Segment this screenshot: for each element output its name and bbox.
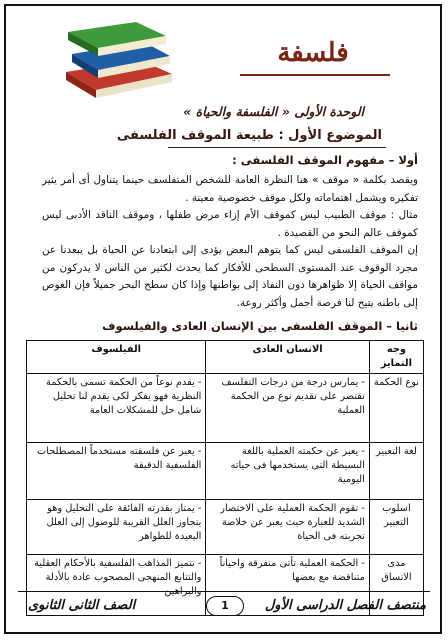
table-row [27,443,424,500]
footer-grade: الصف الثانى الثانوى [28,598,136,613]
table-row [27,374,424,443]
table-header-row [27,341,424,374]
cell-philosopher: - يقدم نوعاً من الحكمة تسمى بالحكمة النظرية فهو يفكر لكى يقدم لنا تحليل شامل حل للمشكلات العامة [27,374,206,443]
books-illustration [58,12,178,100]
cell-philosopher: - يعبر عن فلسفته مستخدماً المصطلحات الفلسفية الدقيقة [27,443,206,500]
section1-body [42,172,418,312]
section1-heading: أولا – مفهوم الموقف الفلسفى : [232,153,418,167]
paragraph-example: مثال : موقف الطبيب ليس كموقف الأم إزاء مرض طفلها ، وموقف الناقد الأدبى ليس كموقف عالم النحو من القصيدة . [42,209,418,239]
cell-criterion: لغة التعبير [369,443,423,500]
footer-divider [18,591,430,592]
cell-philosopher: - يمتاز بقدرته الفائقة على التحليل وهو يتجاوز العلل القريبة للوصول إلى العلل البعيدة للظواهر [27,500,206,555]
cell-philosopher: - تتميز المذاهب الفلسفية بالأحكام العقلية والتتابع المنهجى المصحوب عادة بالأدلة [27,555,206,616]
cell-criterion: مدى الاتساق [369,555,423,616]
topic-underline [168,147,386,148]
cell-ordinary: - يمارس درجة من درجات التفلسف تقتصر على تقديم نوع من الحكمة العملية [206,374,369,443]
cell-ordinary: - تقوم الحكمة العملية على الاختصار الشديد للعبارة حيث يعبر عن خلاصة تجربته فى الحياة [206,500,369,555]
page-title: فلسفة [277,38,349,68]
topic-heading: الموضوع الأول : طبيعة الموقف الفلسفى [116,128,382,143]
comparison-table [26,340,424,616]
footer-term: منتصف الفصل الدراسى الأول [264,598,426,613]
paragraph-explanation: إن الموقف الفلسفى ليس كما يتوهم البعض يؤدى إلى ابتعادنا عن الحياة بل يبعدنا عن مجرد الوقوف عند المستوى السطحى للأفكار كما يحدث لكثير من الناس لا يدركون من مواقف الحياة إلا ظواهرها دون النفاذ إلى بواطنها وإذا كان سطح البحر جميلاً فإن الغوص إلى باطنه يتيح لنا فرصة أجمل وأكثر روعة. [42,244,418,309]
cell-criterion: نوع الحكمة [369,374,423,443]
header-criterion: وجه التمايز [369,341,423,374]
unit-heading: الوحدة الأولى « الفلسفة والحياة » [183,104,364,119]
header-ordinary-person: الانسان العادى [206,341,369,374]
page-number: 1 [206,596,244,616]
cell-ordinary: - الحكمة العملية تأتى متفرقة واحياناً متناقضة مع بعضها [206,555,369,616]
paragraph-definition: ويقصد بكلمة « موقف » هنا النظرة العامة للشخص المتفلسف حينما يتناول أى أمر يثير تفكيره ويشمل اهتماماته ولكل موقف خصوصية معينة . [42,174,418,204]
section2-heading: ثانيا – الموقف الفلسفى بين الإنسان العادى والفيلسوف [102,319,418,333]
header-philosopher: الفيلسوف [27,341,206,374]
cell-ordinary: - يعبر عن حكمته العملية باللغة البسيطة التى يستخدمها فى حياته اليومية [206,443,369,500]
title-underline [240,74,390,76]
cell-criterion: اسلوب التعبير [369,500,423,555]
table-row [27,500,424,555]
